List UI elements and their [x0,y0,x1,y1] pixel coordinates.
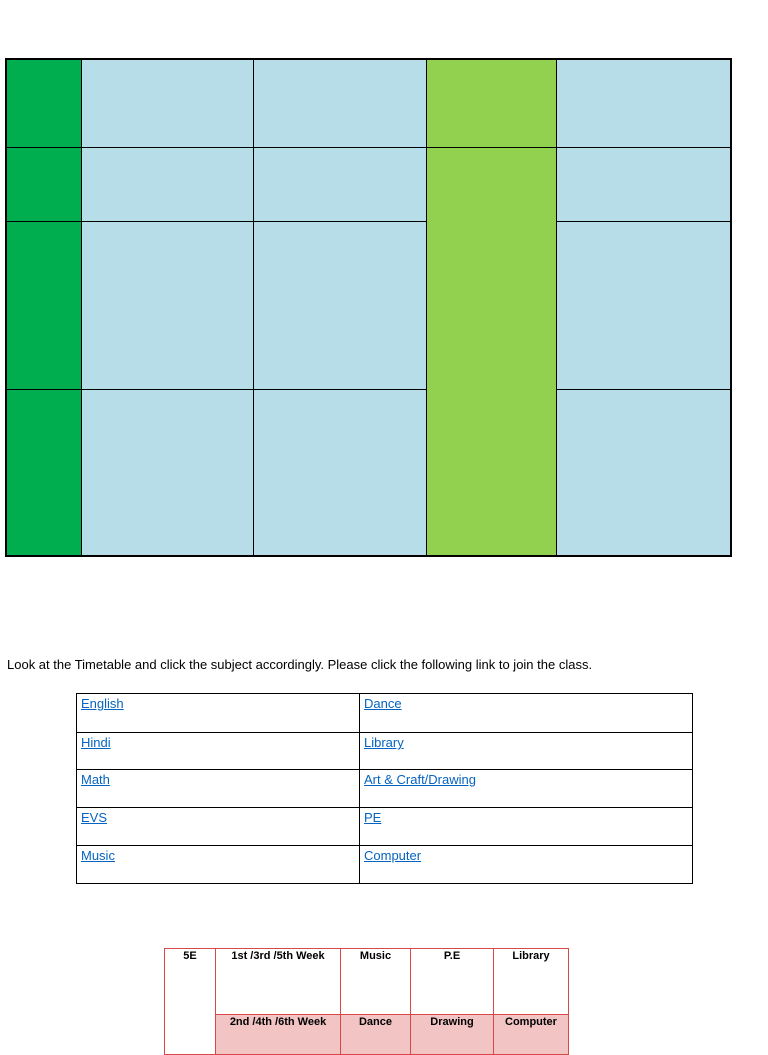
table-cell [77,694,360,733]
schedule-cell: Drawing [411,1015,494,1055]
link-library[interactable]: Library [364,735,404,750]
link-evs[interactable]: EVS [81,810,108,825]
timetable-cell [253,221,427,390]
link-computer[interactable]: Computer [364,848,422,863]
timetable-cell [253,389,427,557]
timetable-cell [5,147,82,222]
schedule-cell: Computer [494,1015,569,1055]
instruction-text: Look at the Timetable and click the subject accordingly. Please click the following link to join the class. [7,657,593,672]
link-art-craft-drawing[interactable]: Art & Craft/Drawing [364,772,476,787]
week-label: 1st /3rd /5th Week [216,949,341,1015]
timetable-cell [81,58,254,148]
timetable-cell [556,221,732,390]
schedule-cell: Music [341,949,411,1015]
timetable-cell [556,389,732,557]
table-cell [360,770,693,808]
class-label: 5E [165,949,216,1055]
table-cell [77,770,360,808]
timetable-cell [5,221,82,390]
link-dance[interactable]: Dance [364,696,402,711]
timetable-cell [556,147,732,222]
table-row [77,846,693,884]
schedule-cell: Dance [341,1015,411,1055]
timetable-cell [426,58,557,148]
week-label: 2nd /4th /6th Week [216,1015,341,1055]
timetable-cell [253,58,427,148]
weekly-schedule-table [164,948,569,1055]
timetable-cell-merged [426,147,557,557]
table-row [77,770,693,808]
link-music[interactable]: Music [81,848,115,863]
table-row [165,949,569,1015]
table-row [165,1015,569,1055]
table-cell [360,733,693,770]
subject-links-table [76,693,693,884]
timetable-cell [81,389,254,557]
timetable-cell [5,58,82,148]
schedule-cell: Library [494,949,569,1015]
table-row [77,694,693,733]
table-row [77,808,693,846]
table-cell [77,733,360,770]
link-hindi[interactable]: Hindi [81,735,111,750]
schedule-cell: P.E [411,949,494,1015]
table-row [77,733,693,770]
timetable-cell [253,147,427,222]
link-math[interactable]: Math [81,772,110,787]
timetable-cell [5,389,82,557]
timetable-cell [81,221,254,390]
table-cell [77,808,360,846]
timetable-cell [556,58,732,148]
table-cell [360,808,693,846]
table-cell [77,846,360,884]
timetable-grid [5,58,732,557]
link-pe[interactable]: PE [364,810,382,825]
timetable-cell [81,147,254,222]
table-cell [360,846,693,884]
link-english[interactable]: English [81,696,124,711]
table-cell [360,694,693,733]
